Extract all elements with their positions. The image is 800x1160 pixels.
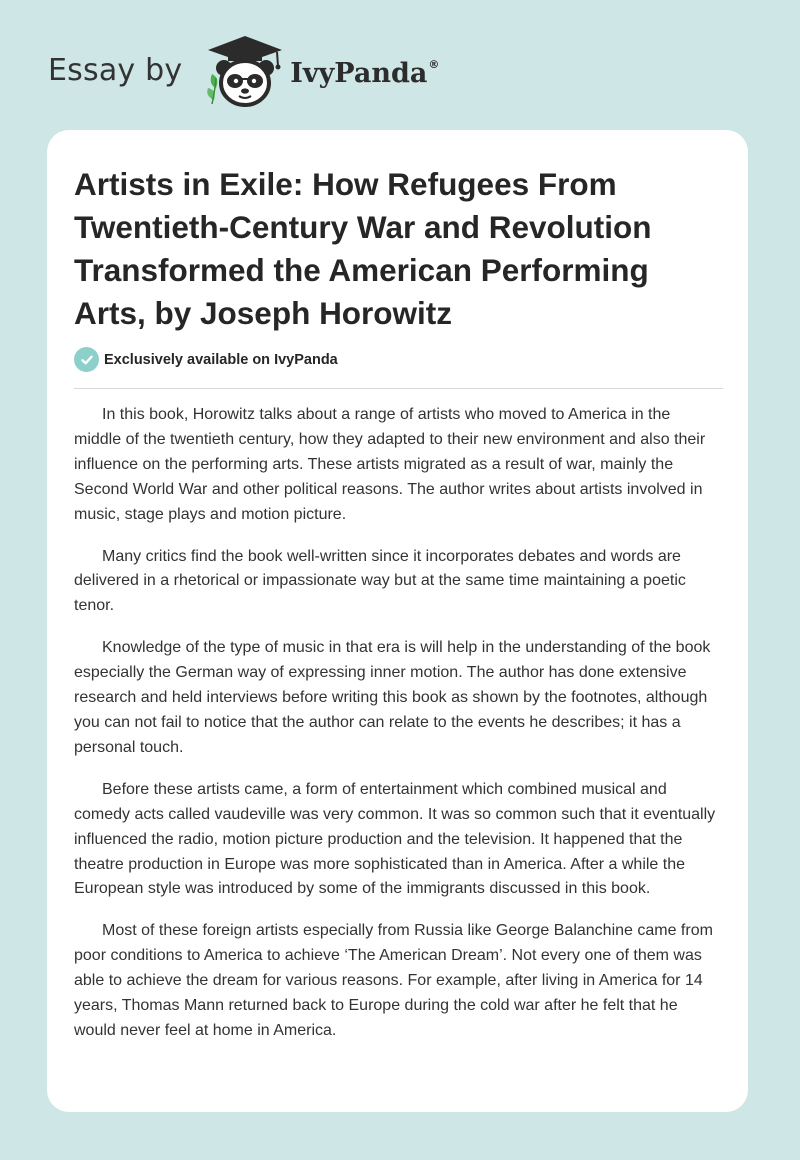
essay-by-label: Essay by [48,52,183,88]
check-icon [74,347,99,372]
panda-graduate-icon[interactable] [198,34,292,110]
paragraph: Many critics find the book well-written since it incorporates debates and words are delivered in a rhetorical or impassionate way but at the same time maintaining a poetic tenor. [74,547,686,615]
essay-title: Artists in Exile: How Refugees From Twentieth-Century War and Revolution Transformed the American Performing Arts, by Joseph Horowitz [74,166,652,331]
brand-text: IvyPanda [290,57,428,89]
paragraph: Knowledge of the type of music in that era is will help in the understanding of the book especially the German way of expressing inner motion. The author has done extensive research and held interviews before writing this book as shown by the footnotes, although you can not fail to notice that the author can relate to the events he describes; it has a personal touch. [74,639,711,756]
exclusive-label: Exclusively available on IvyPanda [104,351,338,368]
divider [74,388,723,389]
paragraph: In this book, Horowitz talks about a range of artists who moved to America in the middle of the twentieth century, how they adapted to their new environment and also their influence on the performing arts. These artists migrated as a result of war, mainly the Second World War and other political reasons. The author writes about artists involved in music, stage plays and motion picture. [74,406,706,523]
essay-card [47,130,748,1112]
check-icon-svg [80,353,94,367]
exclusive-badge [74,347,338,372]
brand-name[interactable] [290,58,439,89]
paragraph: Before these artists came, a form of entertainment which combined musical and comedy acts called vaudeville was very common. It was so common such that it eventually influenced the radio, motion picture production and the television. It happened that the theatre production in Europe was more sophisticated than in America. After a while the European style was introduced by some of the immigrants discussed in this book. [74,780,716,898]
site-header [48,34,439,110]
paragraph: Most of these foreign artists especially from Russia like George Balanchine came from poor conditions to America to achieve ‘The American Dream’. Not every one of them was able to achieve the dream for various reasons. For example, after living in America for 14 years, Thomas Mann returned back to Europe during the cold war after he felt that he would never feel at home in America. [74,922,713,1039]
registered-mark: ® [428,57,440,71]
panda-logo-svg [198,34,292,110]
essay-body [74,403,720,1061]
